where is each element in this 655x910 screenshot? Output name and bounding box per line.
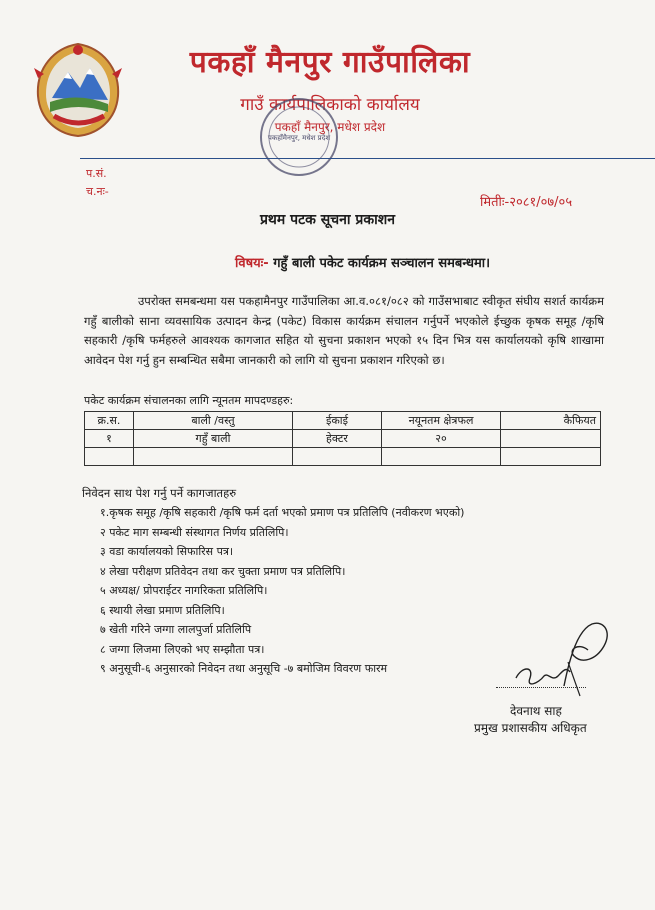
office-name: गाउँ कार्यपालिकाको कार्यालय (240, 95, 420, 115)
table-header-row (85, 412, 601, 430)
header-unit: ईकाई (293, 412, 382, 430)
letter-date: मितीः-२०८१/०७/०५ (480, 195, 573, 210)
header-divider (80, 158, 655, 159)
signatory-name: देवनाथ साह (510, 704, 562, 718)
signatory-designation: प्रमुख प्रशासकीय अधिकृत (474, 721, 587, 735)
header-serial: क्र.स. (85, 412, 134, 430)
subject-label: विषयः- (235, 256, 269, 271)
cell-crop (134, 448, 293, 466)
list-item: ५ अध्यक्ष/ प्रोपराईटर नागरिकता प्रतिलिपि। (100, 584, 268, 597)
header-crop: बाली /वस्तु (134, 412, 293, 430)
header-min-area: नयूनतम क्षेत्रफल (382, 412, 501, 430)
list-item: २ पकेट माग सम्बन्धी संस्थागत निर्णय प्रतिलिपि। (100, 525, 289, 539)
letter-number: प.सं. (86, 167, 107, 180)
list-item: ७ खेती गरिने जग्गा लालपुर्जा प्रतिलिपि (100, 623, 252, 636)
table-row (85, 448, 601, 466)
cell-min-area (382, 448, 501, 466)
cell-unit (293, 448, 382, 466)
cell-serial (85, 448, 134, 466)
cell-min-area: २० (382, 430, 501, 448)
documents-title: निवेदन साथ पेश गर्नु पर्ने कागजातहरु (82, 486, 237, 500)
cell-remarks (501, 430, 601, 448)
list-item: ३ वडा कार्यालयको सिफारिस पत्र। (100, 545, 234, 558)
criteria-table (84, 411, 601, 466)
signature-line (496, 687, 586, 688)
notice-heading: प्रथम पटक सूचना प्रकाशन (259, 212, 396, 228)
documents-list (100, 503, 560, 679)
table-row (85, 430, 601, 448)
nepal-emblem-icon (30, 38, 126, 138)
list-item: ४ लेखा परीक्षण प्रतिवेदन तथा कर चुक्ता प्रमाण पत्र प्रतिलिपि। (100, 564, 346, 578)
cell-crop: गहुँ बाली (134, 430, 293, 448)
organization-name: पकहाँ मैनपुर गाउँपालिका (189, 45, 471, 80)
notice-body (84, 292, 604, 370)
list-item: ६ स्थायी लेखा प्रमाण प्रतिलिपि। (100, 603, 225, 617)
notice-body-text: उपरोक्त समबन्धमा यस पकहामैनपुर गाउँपालिका आ.व.०८१/०८२ को गाउँसभाबाट स्वीकृत संघीय सशर्त कार्यक्रम गहुँ बालीको साना व्यवसायिक उत्पादन केन्द्र (पकेट) विकास कार्यक्रम संचालन गर्नुपर्ने भएकोले ईच्छुक कृषक समूह /कृषि सहकारी /कृषि फर्महरुले आवश्यक कागजात सहित यो सुचना प्रकाशन भएको १५ दिन भित्र यस कार्यालयको कृषि शाखामा आवेदन पेश गर्नु हुन सम्बन्धित सबैमा जानकारी को लागि यो सुचना प्रकाशन गरिएको छ। (84, 294, 604, 367)
cell-unit: हेक्टर (293, 430, 382, 448)
criteria-caption: पकेट कार्यक्रम संचालनका लागि न्यूनतम मापदण्डहरु: (84, 394, 294, 407)
notice-subject (235, 253, 490, 271)
dispatch-number: च.नः- (86, 185, 109, 198)
cell-remarks (501, 448, 601, 466)
list-item: ८ जग्गा लिजमा लिएको भए सम्झौता पत्र। (100, 642, 265, 656)
stamp-text: पकहाँमैनपुर, मधेश प्रदेश (267, 134, 331, 142)
office-stamp-icon (258, 96, 340, 178)
list-item: १.कृषक समूह /कृषि सहकारी /कृषि फर्म दर्ता भएको प्रमाण पत्र प्रतिलिपि (नवीकरण भएको) (100, 506, 465, 519)
subject-text: गहुँ बाली पकेट कार्यक्रम सञ्चालन समबन्धमा। (273, 256, 491, 271)
office-address: पकहाँ मैनपुर, मधेश प्रदेश (274, 120, 386, 134)
header-remarks: कैफियत (501, 412, 601, 430)
cell-serial: १ (85, 430, 134, 448)
list-item: ९ अनुसूची-६ अनुसारको निवेदन तथा अनुसूचि -७ बमोजिम विवरण फारम (100, 662, 388, 675)
